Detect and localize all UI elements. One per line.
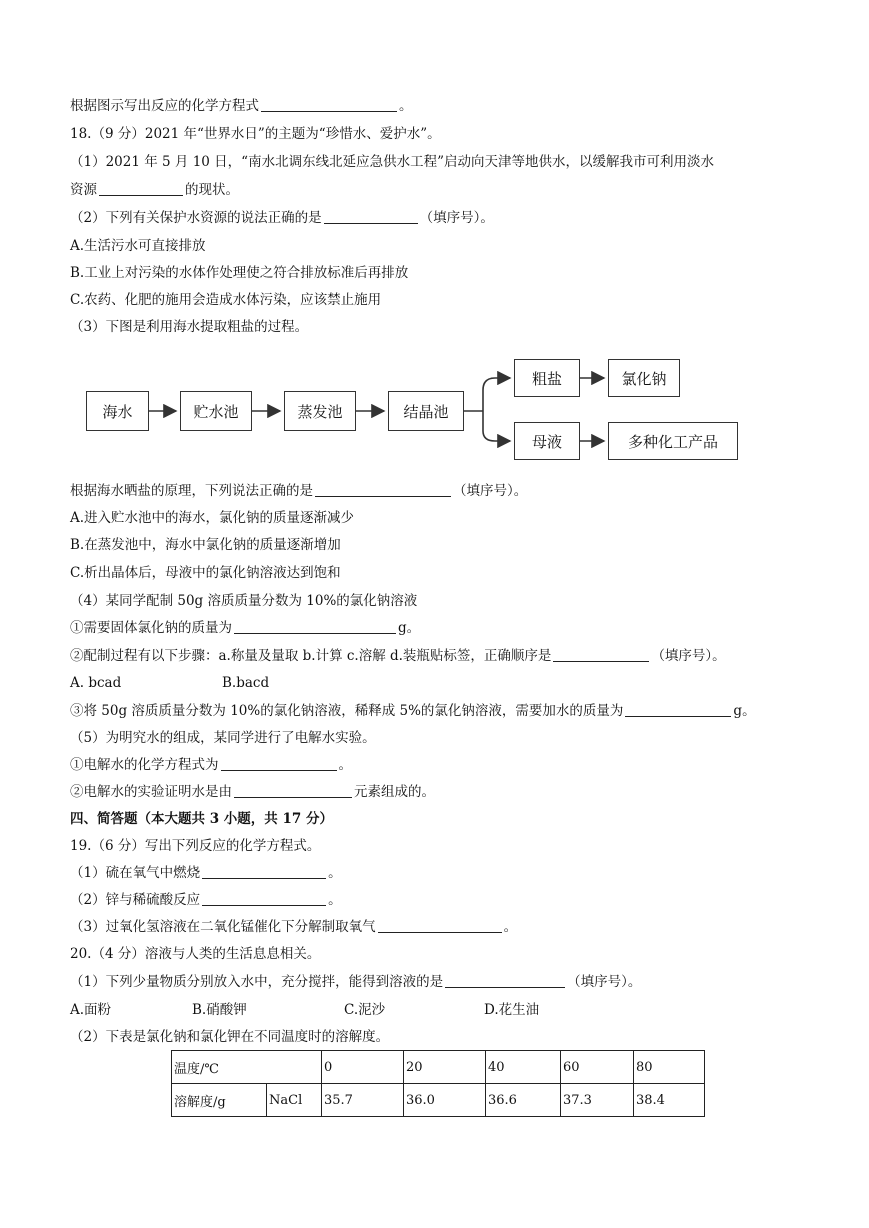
table-cell: 80 [634, 1051, 705, 1084]
text: 。 [338, 757, 352, 773]
text: 根据海水晒盐的原理，下列说法正确的是 [70, 483, 313, 499]
q18-5-2 [70, 783, 435, 801]
option-a: A. bcad [70, 675, 122, 691]
table-cell: 35.7 [322, 1084, 404, 1117]
table-cell: 60 [561, 1051, 634, 1084]
table-cell: 20 [404, 1051, 486, 1084]
table-cell: 溶解度/g [172, 1084, 267, 1117]
text: （填序号）。 [453, 483, 528, 499]
flow-box-seawater: 海水 [86, 391, 149, 431]
answer-blank[interactable] [202, 891, 326, 906]
q19-2 [70, 891, 342, 909]
q18-3-option-b: B.在蒸发池中，海水中氯化钠的质量逐渐增加 [70, 537, 341, 553]
answer-blank[interactable] [315, 482, 451, 497]
answer-blank[interactable] [261, 97, 397, 112]
option-c: C.泥沙 [344, 1002, 386, 1018]
text: （填序号）。 [567, 974, 642, 990]
flow-box-crude-salt: 粗盐 [514, 359, 580, 397]
text: 。 [503, 919, 518, 935]
table-cell: 0 [322, 1051, 404, 1084]
answer-blank[interactable] [202, 864, 326, 879]
option-a: A.面粉 [70, 1002, 112, 1018]
text: ②电解水的实验证明水是由 [70, 784, 232, 800]
q18-3-question [70, 482, 527, 500]
q18-part1-line2 [70, 181, 239, 199]
answer-blank[interactable] [234, 619, 396, 634]
flow-box-mother-liquor: 母液 [514, 422, 580, 460]
q20-1 [70, 973, 641, 991]
q18-4-2-options [70, 674, 269, 692]
answer-blank[interactable] [445, 973, 565, 988]
text: （2）下列有关保护水资源的说法正确的是 [70, 210, 322, 226]
q18-part5: （5）为明究水的组成，某同学进行了电解水实验。 [70, 730, 376, 746]
text: ③将 50g 溶质质量分数为 10%的氯化钠溶液，稀释成 5%的氯化钠溶液，需要加水的质量为 [70, 703, 624, 719]
answer-blank[interactable] [625, 702, 731, 717]
text: ①电解水的化学方程式为 [70, 757, 219, 773]
text: ①需要固体氯化钠的质量为 [70, 620, 232, 636]
text: 。 [328, 865, 342, 881]
q18-3-option-c: C.析出晶体后，母液中的氯化钠溶液达到饱和 [70, 565, 341, 581]
table-cell: 36.6 [486, 1084, 561, 1117]
solubility-table [171, 1050, 705, 1117]
text: 的现状。 [185, 182, 239, 198]
table-row [172, 1051, 705, 1084]
q18-4-3 [70, 702, 756, 720]
flow-box-evaporation-pond: 蒸发池 [284, 391, 356, 431]
text: g。 [398, 620, 421, 636]
option-b: B.硝酸钾 [192, 1002, 247, 1018]
option-b: B.bacd [222, 675, 270, 691]
text: 。 [328, 892, 342, 908]
table-row [172, 1084, 705, 1117]
text: （1）硫在氧气中燃烧 [70, 865, 201, 881]
text: g。 [733, 703, 756, 719]
q19-1 [70, 864, 342, 882]
question-17-tail [70, 97, 413, 115]
q20-1-options [70, 1001, 539, 1019]
text: （填序号）。 [419, 210, 494, 226]
q18-4-2 [70, 647, 726, 665]
table-cell: 36.0 [404, 1084, 486, 1117]
table-cell: 40 [486, 1051, 561, 1084]
q18-part2 [70, 209, 494, 227]
section-4-heading: 四、简答题（本大题共 3 小题，共 17 分） [70, 811, 333, 827]
text: ②配制过程有以下步骤：a.称量及量取 b.计算 c.溶解 d.装瓶贴标签，正确顺序是 [70, 648, 552, 664]
answer-blank[interactable] [234, 783, 352, 798]
salt-extraction-flow-diagram [78, 347, 745, 465]
text: （3）过氧化氢溶液在二氧化锰催化下分解制取氧气 [70, 919, 376, 935]
flow-box-crystallization-pond: 结晶池 [388, 391, 464, 431]
q19-3 [70, 918, 517, 936]
q18-part3: （3）下图是利用海水提取粗盐的过程。 [70, 319, 309, 335]
question-18-title: 18.（9 分）2021 年“世界水日”的主题为“珍惜水、爱护水”。 [70, 126, 441, 142]
text: 资源 [70, 182, 97, 198]
text: 。 [399, 98, 413, 114]
answer-blank[interactable] [99, 181, 183, 196]
question-19-title: 19.（6 分）写出下列反应的化学方程式。 [70, 838, 321, 854]
table-cell: 37.3 [561, 1084, 634, 1117]
text: 根据图示写出反应的化学方程式 [70, 98, 259, 114]
text: （2）锌与稀硫酸反应 [70, 892, 201, 908]
option-d: D.花生油 [484, 1002, 540, 1018]
table-cell: NaCl [267, 1084, 322, 1117]
q18-part1-line1: （1）2021 年 5 月 10 日，“南水北调东线北延应急供水工程”启动向天津等地供水，以缓解我市可利用淡水 [70, 154, 714, 170]
question-20-title: 20.（4 分）溶液与人类的生活息息相关。 [70, 946, 321, 962]
answer-blank[interactable] [324, 209, 418, 224]
q20-2: （2）下表是氯化钠和氯化钾在不同温度时的溶解度。 [70, 1029, 390, 1045]
flow-box-sodium-chloride: 氯化钠 [608, 359, 680, 397]
table-cell: 温度/℃ [172, 1051, 322, 1084]
answer-blank[interactable] [221, 756, 337, 771]
flow-box-chemical-products: 多种化工产品 [608, 422, 738, 460]
answer-blank[interactable] [553, 647, 649, 662]
text: （1）下列少量物质分别放入水中，充分搅拌，能得到溶液的是 [70, 974, 444, 990]
text: 元素组成的。 [354, 784, 435, 800]
q18-part4: （4）某同学配制 50g 溶质质量分数为 10%的氯化钠溶液 [70, 593, 418, 609]
q18-5-1 [70, 756, 352, 774]
q18-2-option-b: B.工业上对污染的水体作处理使之符合排放标准后再排放 [70, 265, 409, 281]
q18-4-1 [70, 619, 420, 637]
table-cell: 38.4 [634, 1084, 705, 1117]
answer-blank[interactable] [378, 918, 502, 933]
q18-2-option-c: C.农药、化肥的施用会造成水体污染，应该禁止施用 [70, 292, 382, 308]
flow-box-reservoir: 贮水池 [180, 391, 252, 431]
q18-3-option-a: A.进入贮水池中的海水，氯化钠的质量逐渐减少 [70, 510, 355, 526]
text: （填序号）。 [651, 648, 726, 664]
q18-2-option-a: A.生活污水可直接排放 [70, 238, 206, 254]
